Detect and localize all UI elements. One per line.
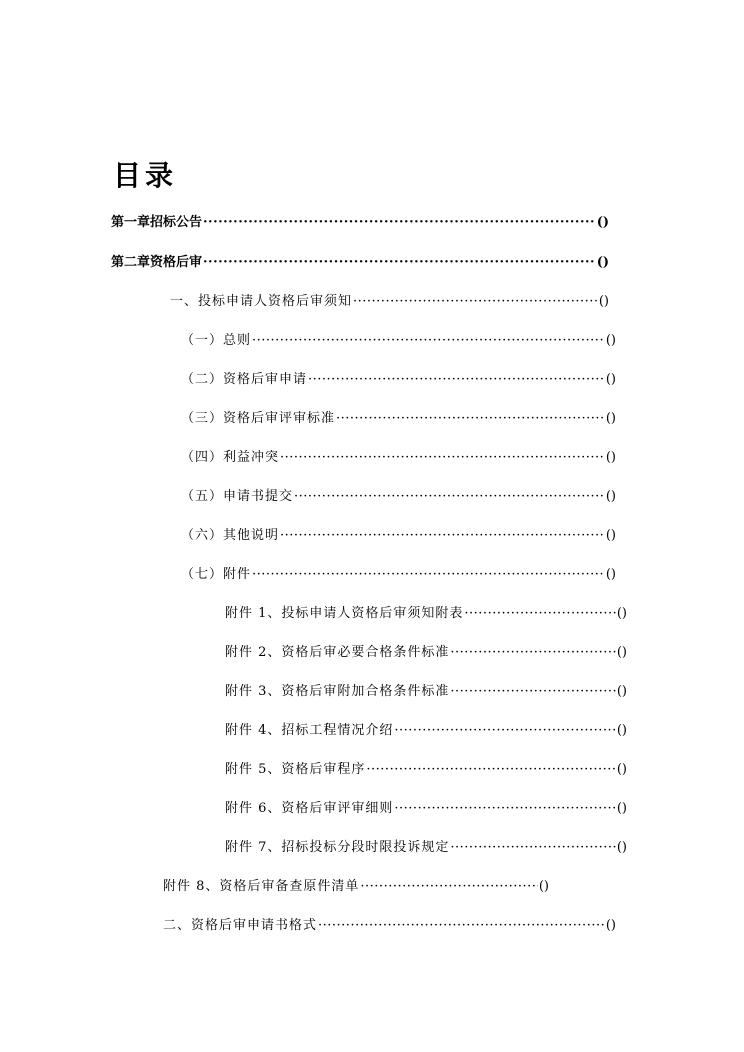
toc-entry-page: () [605, 489, 616, 504]
toc-entry-page: () [596, 215, 609, 230]
toc-entry-label: 附件 2、资格后审必要合格条件标准 [225, 645, 450, 660]
dot-leader [353, 292, 598, 312]
toc-entry-label: 附件 8、资格后审备查原件清单 [163, 879, 360, 894]
toc-entry-label: （二）资格后审申请 [181, 372, 308, 387]
toc-entry-label: （三）资格后审评审标准 [181, 411, 336, 426]
toc-entry-page: () [605, 918, 616, 933]
toc-entry[interactable] [163, 916, 616, 936]
toc-entry[interactable] [181, 409, 616, 429]
dot-leader [450, 838, 615, 858]
page-title: 目录 [113, 159, 178, 192]
toc-entry[interactable] [163, 877, 549, 897]
dot-leader [336, 409, 605, 429]
toc-entry-label: 二、资格后审申请书格式 [163, 918, 318, 933]
toc-entry[interactable] [111, 253, 609, 273]
toc-entry-page: () [616, 762, 627, 777]
toc-entry-label: 一、投标申请人资格后审须知 [170, 294, 353, 309]
toc-entry[interactable] [225, 721, 627, 741]
dot-leader [280, 526, 605, 546]
toc-entry-label: （一）总则 [181, 333, 252, 348]
toc-entry[interactable] [181, 487, 616, 507]
toc-entry-page: () [616, 801, 627, 816]
toc-entry-label: （七）附件 [181, 567, 252, 582]
toc-entry-label: （四）利益冲突 [181, 450, 280, 465]
dot-leader [252, 565, 605, 585]
toc-entry-page: () [596, 255, 609, 270]
toc-entry-page: () [598, 294, 609, 309]
toc-entry[interactable] [225, 760, 627, 780]
dot-leader [394, 799, 615, 819]
toc-entry-page: () [616, 723, 627, 738]
toc-entry-label: 附件 6、资格后审评审细则 [225, 801, 394, 816]
toc-entry-page: () [616, 606, 627, 621]
toc-entry-label: 附件 7、招标投标分段时限投诉规定 [225, 840, 450, 855]
toc-entry[interactable] [225, 604, 627, 624]
dot-leader [394, 721, 615, 741]
toc-entry[interactable] [181, 448, 616, 468]
toc-entry-label: （六）其他说明 [181, 528, 280, 543]
dot-leader [308, 370, 605, 390]
toc-entry-label: 附件 5、资格后审程序 [225, 762, 366, 777]
toc-entry-page: () [605, 450, 616, 465]
toc-entry-page: () [605, 567, 616, 582]
toc-entry-label: 第二章资格后审 [111, 255, 203, 270]
dot-leader [318, 916, 605, 936]
dot-leader [294, 487, 605, 507]
dot-leader [203, 213, 596, 233]
toc-entry-page: () [538, 879, 549, 894]
toc-entry-label: 第一章招标公告 [111, 215, 203, 230]
toc-entry-page: () [605, 528, 616, 543]
toc-entry-label: 附件 1、投标申请人资格后审须知附表 [225, 606, 464, 621]
toc-entry[interactable] [111, 213, 609, 233]
toc-entry-page: () [605, 372, 616, 387]
toc-entry-page: () [605, 333, 616, 348]
dot-leader [280, 448, 605, 468]
dot-leader [450, 682, 615, 702]
toc-entry[interactable] [181, 565, 616, 585]
toc-entry-label: 附件 4、招标工程情况介绍 [225, 723, 394, 738]
dot-leader [203, 253, 596, 273]
toc-entry[interactable] [181, 526, 616, 546]
toc-entry-label: （五）申请书提交 [181, 489, 294, 504]
toc-entry[interactable] [170, 292, 609, 312]
toc-entry[interactable] [181, 331, 616, 351]
toc-entry-page: () [605, 411, 616, 426]
toc-entry-page: () [616, 684, 627, 699]
dot-leader [360, 877, 537, 897]
toc-entry-label: 附件 3、资格后审附加合格条件标准 [225, 684, 450, 699]
toc-entry[interactable] [225, 838, 627, 858]
toc-entry[interactable] [225, 799, 627, 819]
toc-entry[interactable] [225, 682, 627, 702]
dot-leader [450, 643, 615, 663]
dot-leader [252, 331, 605, 351]
toc-entry-page: () [616, 840, 627, 855]
toc-entry[interactable] [225, 643, 627, 663]
toc-entry-page: () [616, 645, 627, 660]
toc-entry[interactable] [181, 370, 616, 390]
dot-leader [366, 760, 615, 780]
dot-leader [464, 604, 615, 624]
